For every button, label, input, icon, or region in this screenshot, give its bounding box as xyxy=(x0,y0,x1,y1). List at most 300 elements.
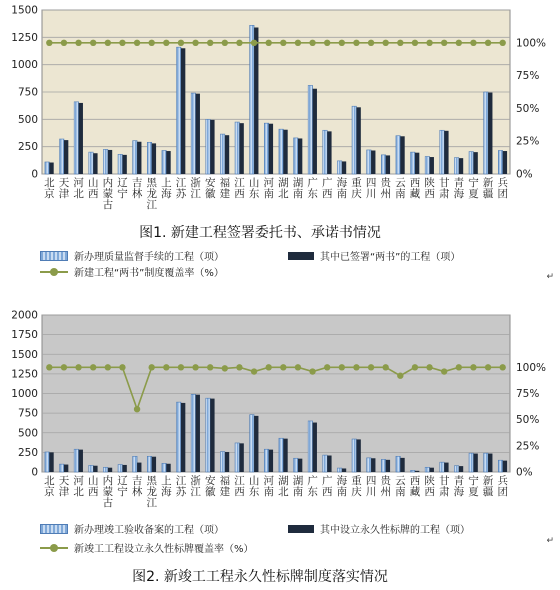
x-tick-label: 陕西 xyxy=(424,177,435,200)
x-tick-label: 河南 xyxy=(263,177,274,200)
x-tick-label: 甘肃 xyxy=(438,177,450,200)
x-tick-label: 四川 xyxy=(365,177,377,200)
bar-series-2 xyxy=(152,143,156,174)
line-point xyxy=(148,364,154,370)
bar-series-2 xyxy=(196,94,200,174)
bar-series-2 xyxy=(473,152,477,174)
y-tick-label-right: 100% xyxy=(516,361,547,374)
bar-series-2 xyxy=(386,460,390,472)
legend-swatch-bar2 xyxy=(288,525,314,533)
x-tick-label: 内蒙古 xyxy=(102,475,114,509)
legend-item-1 xyxy=(40,248,224,263)
bar-series-1 xyxy=(294,458,298,472)
bar-series-1 xyxy=(235,122,239,174)
bar-series-1 xyxy=(103,467,107,472)
line-point xyxy=(236,40,242,46)
x-tick-label: 重庆 xyxy=(351,177,362,200)
bar-series-1 xyxy=(337,161,341,174)
line-point xyxy=(382,364,388,370)
bar-series-1 xyxy=(411,152,415,174)
bar-series-2 xyxy=(181,403,185,472)
bar-series-1 xyxy=(352,106,356,174)
line-point xyxy=(251,368,257,374)
y-tick-label-right: 50% xyxy=(516,102,540,115)
y-tick-label-left: 1250 xyxy=(11,31,38,44)
legend-swatch-bar1 xyxy=(40,524,68,534)
bar-series-2 xyxy=(152,457,156,472)
bar-series-1 xyxy=(264,123,268,174)
x-tick-label: 青海 xyxy=(453,177,465,200)
line-point xyxy=(236,364,242,370)
bar-series-1 xyxy=(89,465,93,472)
line-point xyxy=(441,368,447,374)
x-tick-label: 天津 xyxy=(58,177,70,200)
bar-series-2 xyxy=(444,463,448,472)
y-tick-label-right: 0% xyxy=(516,466,533,479)
bar-series-1 xyxy=(74,449,78,472)
bar-series-1 xyxy=(498,460,502,472)
x-tick-label: 福建 xyxy=(219,177,231,200)
bar-series-2 xyxy=(79,450,83,472)
y-tick-label-right: 50% xyxy=(516,414,540,427)
line-point xyxy=(295,40,301,46)
line-point xyxy=(90,40,96,46)
x-tick-label: 山西 xyxy=(87,475,99,498)
bar-series-1 xyxy=(147,142,151,174)
line-point xyxy=(222,40,228,46)
line-point xyxy=(207,40,213,46)
bar-series-1 xyxy=(45,452,49,472)
bar-series-2 xyxy=(415,471,419,472)
bar-series-2 xyxy=(298,138,302,174)
bar-series-1 xyxy=(454,466,458,472)
x-tick-label: 湖南 xyxy=(292,475,304,498)
x-tick-label: 安徽 xyxy=(204,475,216,498)
y-tick-label-left: 1000 xyxy=(11,388,38,400)
line-point xyxy=(412,40,418,46)
bar-series-2 xyxy=(400,136,404,174)
bar-series-2 xyxy=(210,399,214,472)
x-tick-label: 江西 xyxy=(234,177,245,200)
y-tick-label-right: 75% xyxy=(516,388,540,400)
line-point xyxy=(499,40,505,46)
bar-series-2 xyxy=(503,461,507,472)
bar-series-1 xyxy=(191,93,195,174)
bar-series-1 xyxy=(454,158,458,174)
line-point xyxy=(148,40,154,46)
y-tick-label-left: 1500 xyxy=(11,4,38,17)
bar-series-2 xyxy=(239,443,243,472)
line-point xyxy=(61,364,67,370)
bar-series-1 xyxy=(396,136,400,174)
bar-series-1 xyxy=(294,138,298,174)
bar-series-2 xyxy=(503,151,507,174)
legend-item-1 xyxy=(40,521,224,536)
line-point xyxy=(456,40,462,46)
bar-series-2 xyxy=(342,161,346,174)
bar-series-1 xyxy=(206,119,210,174)
line-point xyxy=(251,40,257,46)
x-tick-label: 河北 xyxy=(73,475,84,498)
figure-1 xyxy=(0,0,560,290)
legend-label: 新办理质量监督手续的工程（项） xyxy=(74,252,224,263)
x-tick-label: 宁夏 xyxy=(468,177,479,200)
x-tick-label: 江西 xyxy=(234,475,245,498)
x-tick-label: 黑龙江 xyxy=(146,177,157,211)
bar-series-2 xyxy=(488,454,492,472)
line-point xyxy=(280,40,286,46)
x-tick-label: 青海 xyxy=(453,475,465,498)
x-tick-label: 海南 xyxy=(336,177,348,200)
paragraph-mark: ↵ xyxy=(546,536,554,546)
chart-1 xyxy=(0,0,560,290)
x-tick-label: 河北 xyxy=(73,177,84,200)
bar-series-1 xyxy=(264,449,268,472)
x-tick-label: 北京 xyxy=(44,475,55,498)
bar-series-2 xyxy=(488,93,492,174)
bar-series-2 xyxy=(327,456,331,472)
line-point xyxy=(353,40,359,46)
line-point xyxy=(324,364,330,370)
y-tick-label-left: 1750 xyxy=(11,329,38,342)
x-tick-label: 天津 xyxy=(58,475,70,498)
line-point xyxy=(485,40,491,46)
bar-series-2 xyxy=(298,459,302,472)
legend-item-2 xyxy=(288,521,470,536)
chart-2-caption: 图2. 新竣工工程永久性标牌制度落实情况 xyxy=(132,569,388,585)
line-point xyxy=(46,364,52,370)
y-tick-label-left: 0 xyxy=(31,168,38,181)
bar-series-1 xyxy=(250,415,254,472)
bar-series-1 xyxy=(177,47,181,174)
bar-series-1 xyxy=(308,421,312,472)
x-tick-label: 西藏 xyxy=(409,475,421,498)
bar-series-2 xyxy=(93,153,97,174)
bar-series-2 xyxy=(400,458,404,472)
x-tick-label: 辽宁 xyxy=(117,475,128,498)
line-point xyxy=(163,40,169,46)
bar-series-2 xyxy=(239,123,243,174)
bar-series-1 xyxy=(279,129,283,174)
bar-series-2 xyxy=(108,468,112,472)
x-tick-label: 北京 xyxy=(44,177,55,200)
bar-series-1 xyxy=(89,152,93,174)
line-point xyxy=(61,40,67,46)
bar-series-2 xyxy=(122,465,126,472)
bar-series-1 xyxy=(425,467,429,472)
x-tick-label: 吉林 xyxy=(131,177,143,200)
bar-series-2 xyxy=(283,130,287,174)
x-tick-label: 山西 xyxy=(87,177,99,200)
x-tick-label: 海南 xyxy=(336,475,348,498)
bar-series-2 xyxy=(356,107,360,174)
bar-series-2 xyxy=(327,131,331,174)
bar-series-1 xyxy=(250,25,254,174)
x-tick-label: 四川 xyxy=(365,475,377,498)
line-point xyxy=(295,364,301,370)
bar-series-1 xyxy=(484,453,488,472)
x-tick-label: 安徽 xyxy=(204,177,216,200)
bar-series-2 xyxy=(371,150,375,174)
line-point xyxy=(105,40,111,46)
x-tick-label: 浙江 xyxy=(190,177,201,200)
x-tick-label: 西藏 xyxy=(409,177,421,200)
legend-label: 新建工程“两书”制度覆盖率（%） xyxy=(74,268,224,279)
figure-2 xyxy=(0,300,560,590)
bar-series-1 xyxy=(133,141,137,174)
y-tick-label-left: 0 xyxy=(31,466,38,479)
line-point xyxy=(75,364,81,370)
y-tick-label-left: 1000 xyxy=(11,59,38,72)
line-point xyxy=(119,364,125,370)
legend-swatch-bar1 xyxy=(40,251,68,261)
x-tick-label: 云南 xyxy=(395,475,406,498)
legend-label: 其中已签署“两书”的工程（项） xyxy=(320,252,461,263)
bar-series-2 xyxy=(166,464,170,472)
y-tick-label-right: 75% xyxy=(516,70,540,83)
x-tick-label: 广西 xyxy=(321,475,333,498)
bar-series-1 xyxy=(191,394,195,472)
bar-series-1 xyxy=(367,458,371,472)
bar-series-1 xyxy=(103,149,107,174)
chart-1-caption: 图1. 新建工程签署委托书、承诺书情况 xyxy=(139,225,381,241)
y-tick-label-left: 500 xyxy=(17,113,38,126)
bar-series-2 xyxy=(473,454,477,472)
bar-series-2 xyxy=(356,439,360,472)
legend-item-3 xyxy=(40,540,254,555)
bar-series-1 xyxy=(162,150,166,174)
y-tick-label-left: 2000 xyxy=(11,309,38,322)
bar-series-2 xyxy=(342,468,346,472)
bar-series-2 xyxy=(313,89,317,174)
line-point xyxy=(90,364,96,370)
x-tick-label: 新疆 xyxy=(482,177,494,200)
line-point xyxy=(309,40,315,46)
line-point xyxy=(163,364,169,370)
bar-series-1 xyxy=(220,134,224,174)
bar-series-1 xyxy=(498,150,502,174)
bar-series-1 xyxy=(177,402,181,472)
bar-series-1 xyxy=(323,130,327,174)
line-point xyxy=(134,406,140,412)
y-tick-label-left: 250 xyxy=(17,446,38,459)
bar-series-1 xyxy=(411,470,415,472)
legend-label: 其中设立永久性标牌的工程（项） xyxy=(320,525,470,536)
line-point xyxy=(426,364,432,370)
x-tick-label: 河南 xyxy=(263,475,274,498)
x-tick-label: 广东 xyxy=(307,475,318,498)
x-tick-label: 云南 xyxy=(395,177,406,200)
bar-series-2 xyxy=(254,27,258,174)
y-tick-label-right: 25% xyxy=(516,440,540,453)
bar-series-2 xyxy=(166,151,170,174)
y-tick-label-right: 100% xyxy=(516,37,547,50)
line-point xyxy=(485,364,491,370)
bar-series-1 xyxy=(381,459,385,472)
line-point xyxy=(368,364,374,370)
x-tick-label: 上海 xyxy=(161,177,172,200)
legend-item-2 xyxy=(288,248,460,263)
bar-series-2 xyxy=(444,131,448,174)
x-tick-label: 新疆 xyxy=(482,475,494,498)
y-tick-label-right: 0% xyxy=(516,168,533,181)
bar-series-1 xyxy=(352,439,356,472)
line-point xyxy=(207,364,213,370)
bar-series-2 xyxy=(225,452,229,472)
x-tick-label: 黑龙江 xyxy=(146,475,157,509)
bar-series-1 xyxy=(45,162,49,174)
bar-series-2 xyxy=(371,458,375,472)
line-point xyxy=(456,364,462,370)
line-point xyxy=(426,40,432,46)
line-point xyxy=(178,364,184,370)
line-point xyxy=(105,364,111,370)
x-tick-label: 辽宁 xyxy=(117,177,128,200)
line-point xyxy=(470,40,476,46)
x-tick-label: 贵州 xyxy=(380,475,391,498)
y-tick-label-left: 1500 xyxy=(11,348,38,361)
bar-series-1 xyxy=(469,453,473,472)
bar-series-2 xyxy=(108,150,112,174)
bar-series-1 xyxy=(206,398,210,472)
x-tick-label: 重庆 xyxy=(351,475,362,498)
bar-series-2 xyxy=(459,158,463,174)
bar-series-2 xyxy=(283,439,287,472)
y-tick-label-left: 500 xyxy=(17,427,38,440)
bar-series-2 xyxy=(64,140,68,174)
line-point xyxy=(75,40,81,46)
x-tick-label: 浙江 xyxy=(190,475,201,498)
line-point xyxy=(470,364,476,370)
x-tick-label: 兵团 xyxy=(497,177,508,200)
bar-series-1 xyxy=(235,443,239,472)
bar-series-1 xyxy=(337,468,341,472)
line-point xyxy=(353,364,359,370)
bar-series-1 xyxy=(440,130,444,174)
bar-series-2 xyxy=(210,120,214,174)
line-point xyxy=(368,40,374,46)
line-point xyxy=(499,364,505,370)
bar-series-1 xyxy=(162,463,166,472)
legend-label: 新竣工工程设立永久性标牌覆盖率（%） xyxy=(74,544,254,555)
line-point xyxy=(280,364,286,370)
bar-series-1 xyxy=(381,155,385,174)
bar-series-2 xyxy=(430,157,434,174)
bar-series-1 xyxy=(133,456,137,472)
y-tick-label-left: 1250 xyxy=(11,368,38,381)
x-tick-label: 兵团 xyxy=(497,475,508,498)
x-tick-label: 湖南 xyxy=(292,177,304,200)
x-tick-label: 江苏 xyxy=(175,475,187,498)
bar-series-1 xyxy=(74,102,78,174)
bar-series-2 xyxy=(459,466,463,472)
x-tick-label: 湖北 xyxy=(278,475,289,498)
line-point xyxy=(46,40,52,46)
bar-series-1 xyxy=(279,438,283,472)
x-tick-label: 贵州 xyxy=(380,177,391,200)
line-point xyxy=(265,364,271,370)
bar-series-2 xyxy=(415,153,419,174)
line-point xyxy=(134,40,140,46)
bar-series-2 xyxy=(196,395,200,472)
line-point xyxy=(178,40,184,46)
bar-series-2 xyxy=(181,48,185,174)
y-tick-label-right: 25% xyxy=(516,135,540,148)
x-tick-label: 湖北 xyxy=(278,177,289,200)
bar-series-2 xyxy=(269,450,273,472)
legend-item-3 xyxy=(40,264,224,279)
line-point xyxy=(339,364,345,370)
bar-series-1 xyxy=(440,462,444,472)
bar-series-2 xyxy=(79,103,83,174)
bar-series-2 xyxy=(254,416,258,472)
bar-series-2 xyxy=(64,465,68,472)
x-tick-label: 江苏 xyxy=(175,177,187,200)
bar-series-1 xyxy=(323,455,327,472)
bar-series-2 xyxy=(122,155,126,174)
bar-series-1 xyxy=(118,154,122,174)
x-tick-label: 甘肃 xyxy=(438,475,450,498)
line-point xyxy=(222,365,228,371)
bar-series-2 xyxy=(137,142,141,174)
bar-series-1 xyxy=(60,464,64,472)
bar-series-1 xyxy=(147,456,151,472)
bar-series-1 xyxy=(425,157,429,174)
bar-series-2 xyxy=(225,135,229,174)
line-point xyxy=(309,368,315,374)
x-tick-label: 上海 xyxy=(161,475,172,498)
x-tick-label: 吉林 xyxy=(131,475,143,498)
bar-series-1 xyxy=(469,152,473,174)
legend-label: 新办理竣工验收备案的工程（项） xyxy=(74,525,224,536)
x-tick-label: 陕西 xyxy=(424,475,435,498)
line-point xyxy=(119,40,125,46)
bar-series-1 xyxy=(118,465,122,472)
paragraph-mark: ↵ xyxy=(546,272,554,282)
line-point xyxy=(382,40,388,46)
legend-swatch-line xyxy=(40,543,68,553)
line-point xyxy=(265,40,271,46)
line-point xyxy=(192,364,198,370)
line-point xyxy=(412,364,418,370)
x-tick-label: 内蒙古 xyxy=(102,177,114,211)
bar-series-2 xyxy=(49,163,53,174)
x-tick-label: 山东 xyxy=(248,475,260,498)
x-tick-label: 广东 xyxy=(307,177,318,200)
x-tick-label: 宁夏 xyxy=(468,475,479,498)
x-tick-label: 福建 xyxy=(219,475,231,498)
bar-series-1 xyxy=(308,85,312,174)
y-tick-label-left: 250 xyxy=(17,141,38,154)
bar-series-1 xyxy=(396,456,400,472)
line-point xyxy=(192,40,198,46)
bar-series-2 xyxy=(269,124,273,174)
legend-swatch-bar2 xyxy=(288,252,314,260)
bar-series-2 xyxy=(430,468,434,472)
bar-series-1 xyxy=(220,452,224,472)
bar-series-2 xyxy=(137,463,141,472)
bar-series-1 xyxy=(367,150,371,174)
bar-series-2 xyxy=(93,466,97,472)
x-tick-label: 广西 xyxy=(321,177,333,200)
bar-series-1 xyxy=(60,139,64,174)
bar-series-2 xyxy=(313,423,317,472)
bar-series-1 xyxy=(484,92,488,174)
y-tick-label-left: 750 xyxy=(17,407,38,420)
y-tick-label-left: 750 xyxy=(17,86,38,99)
line-point xyxy=(324,40,330,46)
line-point xyxy=(397,373,403,379)
